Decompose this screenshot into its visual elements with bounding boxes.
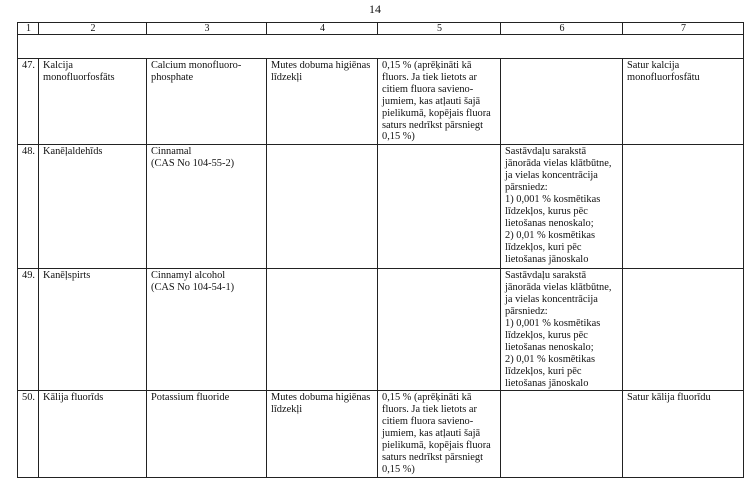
column-header: 2	[39, 23, 147, 35]
table-row	[18, 145, 744, 269]
table-row	[18, 269, 744, 391]
substance-name-lv: Kālija fluorīds	[39, 391, 147, 477]
label-warnings: Satur kālija fluorīdu	[623, 391, 744, 477]
label-warnings: Satur kalcija monofluorfosfātu	[623, 59, 744, 145]
row-number: 48.	[18, 145, 39, 269]
table-row	[18, 59, 744, 145]
column-header: 4	[267, 23, 378, 35]
spacer-cell	[623, 35, 744, 59]
spacer-row	[18, 35, 744, 59]
other-restrictions: Sastāvdaļu sarakstā jānorāda vielas klātbūtne, ja vielas koncentrācija pārsniedz: 1) 0,001 % kosmētikas līdzekļos, kurus pēc lietošanas nenoskalo; 2) 0,01 % kosmētikas līdzekļos, kuri pēc lietošanas jānoskalo	[501, 145, 623, 269]
column-header: 1	[18, 23, 39, 35]
max-concentration: 0,15 % (aprēķināti kā fluors. Ja tiek lietots ar citiem fluora savieno- jumiem, kas atļauti šajā pielikumā, kopējais fluora saturs nedrīkst pārsniegt 0,15 %)	[378, 391, 501, 477]
field-of-application: Mutes dobuma higiēnas līdzekļi	[267, 391, 378, 477]
spacer-cell	[267, 35, 378, 59]
column-header: 3	[147, 23, 267, 35]
field-of-application	[267, 145, 378, 269]
substance-name-lv: Kalcija monofluorfosfāts	[39, 59, 147, 145]
row-number: 47.	[18, 59, 39, 145]
substance-name-en: Calcium monofluoro- phosphate	[147, 59, 267, 145]
other-restrictions	[501, 59, 623, 145]
substance-name-en: Cinnamyl alcohol (CAS No 104-54-1)	[147, 269, 267, 391]
spacer-cell	[39, 35, 147, 59]
field-of-application	[267, 269, 378, 391]
spacer-cell	[501, 35, 623, 59]
label-warnings	[623, 145, 744, 269]
substance-name-en: Cinnamal (CAS No 104-55-2)	[147, 145, 267, 269]
column-number-header	[18, 23, 744, 35]
max-concentration	[378, 145, 501, 269]
column-header: 6	[501, 23, 623, 35]
substance-name-lv: Kanēļaldehīds	[39, 145, 147, 269]
spacer-cell	[378, 35, 501, 59]
column-header: 7	[623, 23, 744, 35]
max-concentration	[378, 269, 501, 391]
spacer-cell	[147, 35, 267, 59]
max-concentration: 0,15 % (aprēķināti kā fluors. Ja tiek lietots ar citiem fluora savieno- jumiem, kas atļauti šajā pielikumā, kopējais fluora saturs nedrīkst pārsniegt 0,15 %)	[378, 59, 501, 145]
row-number: 50.	[18, 391, 39, 477]
field-of-application: Mutes dobuma higiēnas līdzekļi	[267, 59, 378, 145]
other-restrictions	[501, 391, 623, 477]
spacer-cell	[18, 35, 39, 59]
other-restrictions: Sastāvdaļu sarakstā jānorāda vielas klātbūtne, ja vielas koncentrācija pārsniedz: 1) 0,001 % kosmētikas līdzekļos, kurus pēc lietošanas nenoskalo; 2) 0,01 % kosmētikas līdzekļos, kuri pēc lietošanas jānoskalo	[501, 269, 623, 391]
substance-name-lv: Kanēļspirts	[39, 269, 147, 391]
page-number: 14	[369, 2, 381, 16]
row-number: 49.	[18, 269, 39, 391]
label-warnings	[623, 269, 744, 391]
ingredients-table	[17, 22, 744, 478]
substance-name-en: Potassium fluoride	[147, 391, 267, 477]
table-row	[18, 391, 744, 477]
column-header: 5	[378, 23, 501, 35]
